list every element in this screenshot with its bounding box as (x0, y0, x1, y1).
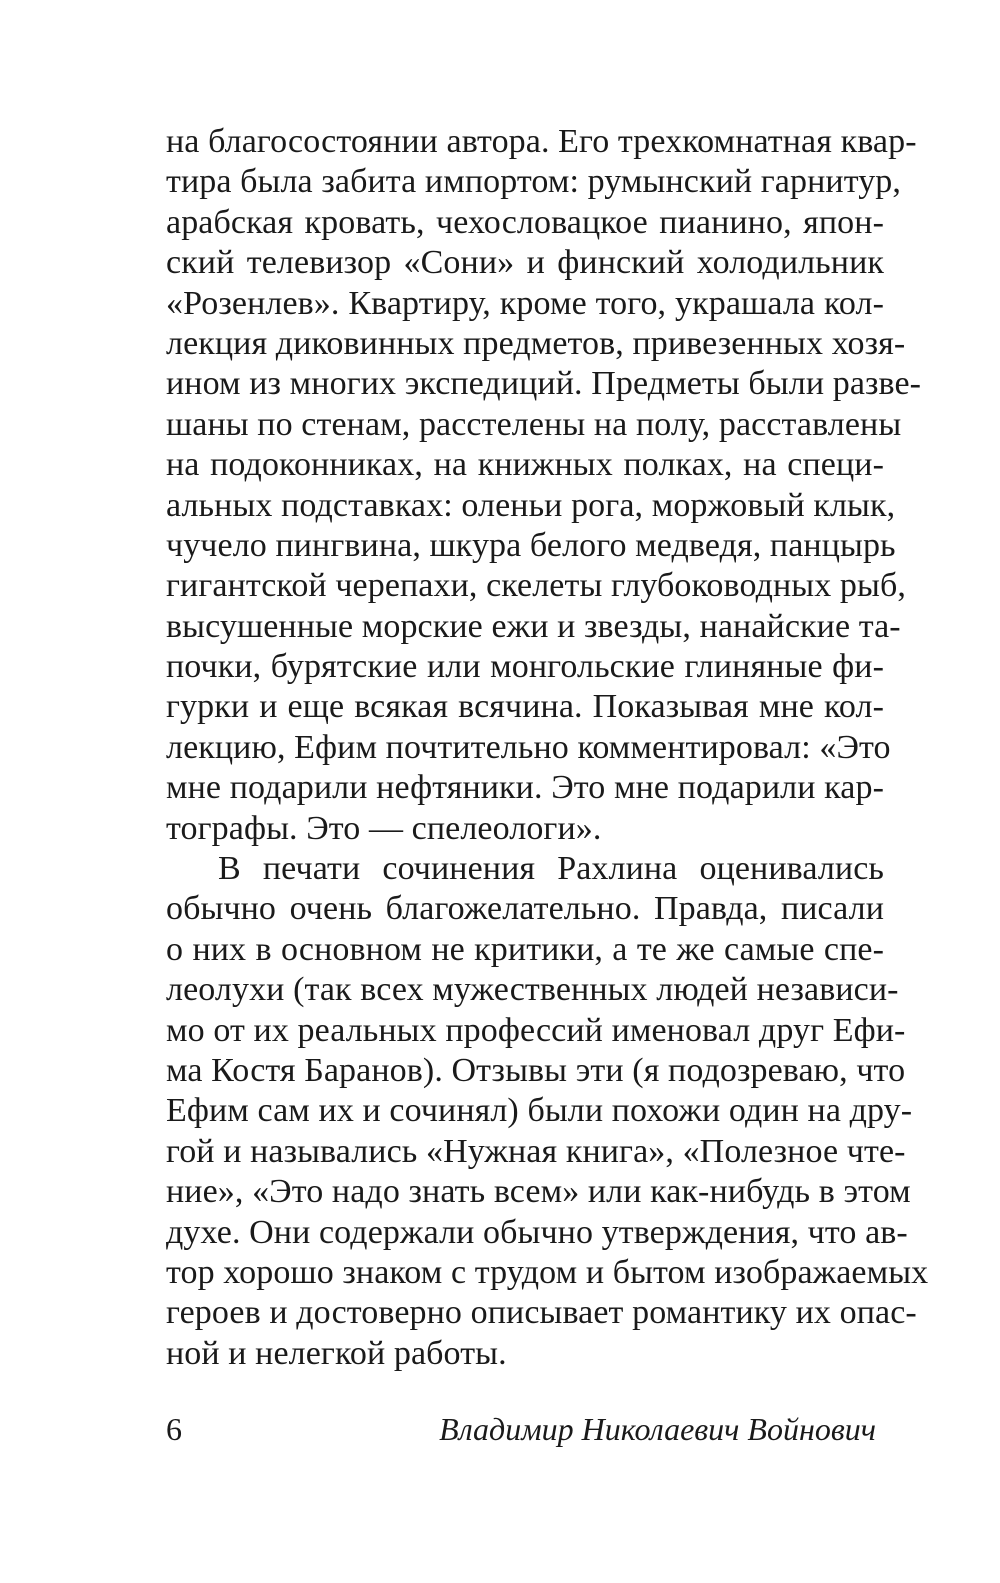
text-line: леолухи (так всех мужественных людей независи- (166, 971, 899, 1009)
text-line: арабская кровать, чехословацкое пианино, япон- (166, 203, 884, 241)
text-line: ной и нелегкой работы. (166, 1334, 507, 1372)
text-line: лекция диковинных предметов, привезенных хозя- (166, 324, 906, 362)
text-line: тографы. Это — спелеологи». (166, 809, 602, 847)
text-line: о них в основном не критики, а те же самые спе- (166, 930, 884, 968)
text-line: лекцию, Ефим почтительно комментировал: «Это (166, 728, 891, 766)
text-line: гурки и еще всякая всячина. Показывая мне кол- (166, 688, 884, 726)
text-line: В печати сочинения Рахлина оценивались (218, 850, 884, 888)
text-line: гой и назывались «Нужная книга», «Полезное чте- (166, 1132, 906, 1170)
paragraph-2 (166, 849, 929, 1374)
text-line: высушенные морские ежи и звезды, нанайские та- (166, 607, 901, 645)
text-line: Ефим сам их и сочинял) были похожи один на дру- (166, 1092, 913, 1130)
page-number: 6 (166, 1411, 182, 1447)
text-line: почки, бурятские или монгольские глиняные фи- (166, 648, 884, 686)
text-line: чучело пингвина, шкура белого медведя, панцырь (166, 526, 896, 564)
text-line: героев и достоверно описывает романтику их опас- (166, 1294, 917, 1332)
text-line: гигантской черепахи, скелеты глубоководных рыб, (166, 567, 906, 605)
text-line: обычно очень благожелательно. Правда, писали (166, 890, 884, 928)
running-title: Владимир Николаевич Войнович (439, 1411, 876, 1447)
text-line: мо от их реальных профессий именовал друг Ефи- (166, 1011, 906, 1049)
text-line: на благосостоянии автора. Его трехкомнатная квар- (166, 123, 917, 160)
text-line: тира была забита импортом: румынский гарнитур, (166, 163, 902, 201)
text-line: мне подарили нефтяники. Это мне подарили кар- (166, 769, 884, 807)
text-line: ином из многих экспедиций. Предметы были разве- (166, 365, 922, 403)
page-body-text (166, 122, 929, 1374)
text-line: ние», «Это надо знать всем» или как-нибудь в этом (166, 1173, 911, 1211)
text-line: ма Костя Баранов). Отзывы эти (я подозреваю, что (166, 1051, 906, 1089)
text-line: шаны по стенам, расстелены на полу, расставлены (166, 405, 902, 443)
text-line: альных подставках: оленьи рога, моржовый клык, (166, 486, 896, 524)
text-line: тор хорошо знаком с трудом и бытом изображаемых (166, 1253, 929, 1291)
text-line: «Розенлев». Квартиру, кроме того, украшала кол- (166, 284, 884, 322)
text-line: ский телевизор «Сони» и финский холодильник (166, 244, 884, 282)
paragraph-1 (166, 122, 922, 849)
text-line: на подоконниках, на книжных полках, на специ- (166, 446, 884, 484)
text-line: духе. Они содержали обычно утверждения, что ав- (166, 1213, 908, 1251)
